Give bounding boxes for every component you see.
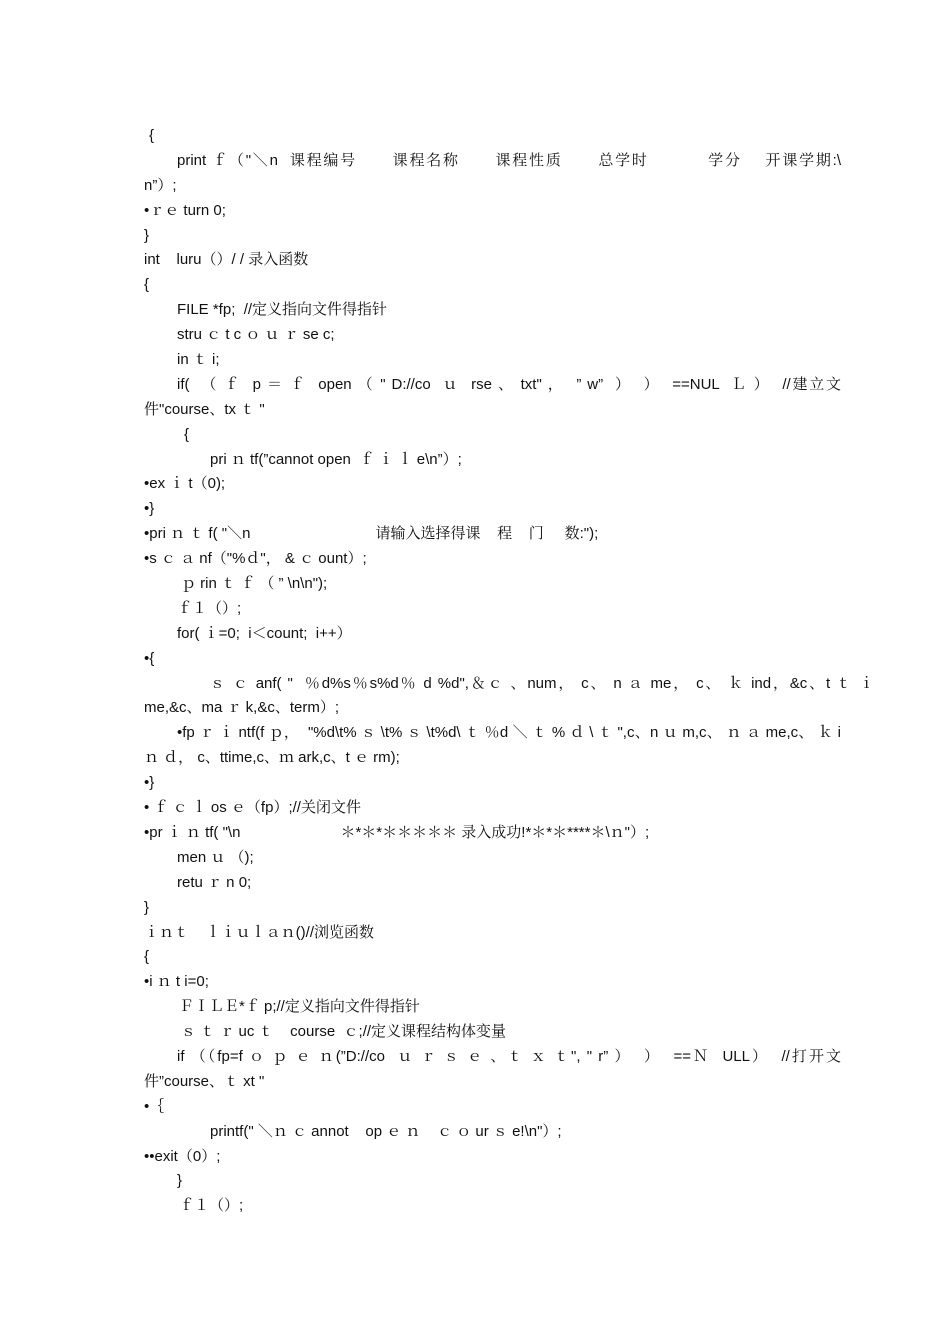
code-line: ｐ rin ｔ ｆ （ ” \n\n"); (181, 575, 328, 593)
code-line: { (149, 127, 155, 144)
code-line: •pr ｉ ｎ tf( "\n ＊*＊*＊＊＊＊＊ 录入成功!*＊*＊****＊\ｎ"）; (144, 823, 650, 841)
code-line: ＦＩＬＥ*ｆ p;//定义指向文件得指针 (179, 998, 420, 1016)
code-line: •｛ (144, 1097, 165, 1115)
code-line: } (144, 898, 150, 916)
code-line: ｓ ｔ ｒ uc ｔ course ｃ;//定义课程结构体变量 (181, 1023, 507, 1041)
code-line: { (144, 276, 150, 294)
code-line: •s ｃ ａ nf（"%ｄ"， & ｃ ount）; (144, 550, 367, 568)
code-line: } (144, 226, 150, 244)
code-line: for( ｉ=0; i＜count; i++） (177, 624, 352, 642)
code-line: •pri ｎ ｔ f( "＼n 请输入选择得课 程 门 数:"); (144, 525, 599, 543)
code-line: } (177, 1172, 183, 1190)
code-line: ｆ１（）; (177, 599, 242, 617)
code-line: ••exit（0）; (144, 1147, 221, 1165)
code-line: FILE *fp; //定义指向文件得指针 (177, 301, 388, 319)
code-line: •ｒｅ turn 0; (144, 201, 226, 219)
code-line: •ex ｉ t（0); (144, 475, 226, 493)
code-line: •} (144, 500, 155, 518)
code-line: ｆ１（）; (179, 1197, 244, 1215)
code-line: ｎ ｄ， c、ttime,c、ｍ ark,c、t ｅ rm); (144, 749, 400, 767)
code-line: 件”course、ｔ xt " (144, 1072, 265, 1090)
code-line: { (144, 948, 150, 966)
code-line: •fp ｒ ｉ ntf(f ｐ， "%d\t% ｓ \t% ｓ \t%d\ ｔ ％d ＼ ｔ % ｄ \ ｔ ",c、n ｕ m,c、 ｎ ａ me,c、 ｋ i (177, 724, 841, 742)
code-line: men ｕ （); (177, 848, 254, 866)
code-line: •{ (144, 649, 155, 667)
code-line: ｉｎｔ ｌｉｕｌａｎ()//浏览函数 (144, 923, 374, 941)
code-line: if （（fp=f ｏ ｐ ｅ ｎ(”D://co ｕ ｒ ｓ ｅ 、ｔ ｘ ｔ", " r” ） ） ==Ｎ ULL） //打开文 (177, 1047, 841, 1065)
code-line: if( （ ｆ p ＝ ｆ open （ " D://co ｕ rse 、 txt" ， ” w” ） ） ==NUL Ｌ ） //建立文 (177, 375, 841, 393)
code-line: •i ｎ t i=0; (144, 973, 209, 991)
code-line: n”）; (144, 176, 177, 194)
code-line: printf(" ＼ｎ ｃ annot op ｅ ｎ ｃ ｏ ur ｓ e!\n"）; (210, 1122, 562, 1140)
code-line: retu ｒ n 0; (177, 873, 252, 891)
code-line: print ｆ（"＼n 课程编号 课程名称 课程性质 总学时 学分 开课学期:\ (177, 151, 841, 169)
code-line: in ｔ i; (177, 351, 220, 369)
code-line: pri ｎ tf(”cannot open ｆ ｉ ｌ e\n”）; (210, 450, 462, 468)
code-line: ｓ ｃ anf( " ％d%s％s%d％ d %d",＆ｃ 、num， c、 n ａ me， c、 ｋ ind，&c、t ｔ ｉ (210, 674, 874, 692)
code-listing (144, 124, 874, 1219)
code-line: •} (144, 774, 155, 792)
code-line: 件"course、tx ｔ " (144, 400, 265, 418)
code-line: { (184, 425, 190, 443)
code-line: me,&c、ma ｒ k,&c、term）; (144, 699, 340, 717)
code-line: • ｆ ｃ ｌ os ｅ（fp）;//关闭文件 (144, 799, 361, 817)
code-line: stru ｃ t c ｏ ｕ ｒ se c; (177, 326, 335, 344)
code-line: int luru（）/ / 录入函数 (144, 251, 309, 269)
